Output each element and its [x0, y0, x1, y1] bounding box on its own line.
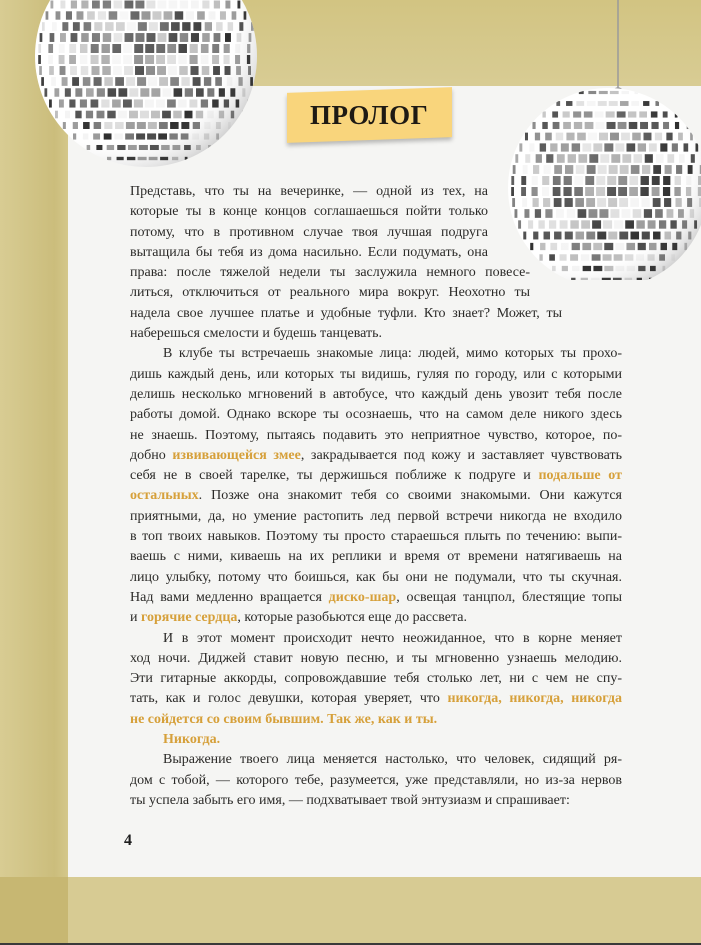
text-line: [130, 466, 622, 486]
text-segment: Эти гитарные аккорды, сопровождавшие тебя столько лет, ни с чем не спу-: [130, 671, 622, 687]
text-line: [130, 547, 622, 567]
text-segment: не знаешь. Поэтому, пытаясь подавить это неприятное чувство, которое, по-: [130, 427, 622, 443]
text-line: [130, 446, 622, 466]
disco-ball-left-icon: [30, 0, 262, 172]
text-line: [130, 649, 622, 669]
text-segment: В клубе ты встречаешь знакомые лица: людей, мимо которых ты прохо-: [163, 346, 622, 362]
text-line: [130, 385, 622, 405]
text-segment: ход ночи. Диджей ставит новую песню, и ты мгновенно узнаешь мелодию.: [130, 650, 622, 666]
text-line: [130, 568, 622, 588]
chapter-title-banner: [287, 87, 452, 143]
text-segment: дишь каждый день, или которых ты видишь, гуляя по городу, или с которыми: [130, 366, 622, 382]
text-segment: добно: [130, 447, 173, 463]
text-segment: работы домой. Однако вскоре ты осознаешь, что на самом деле никого здесь: [130, 407, 622, 423]
text-line: [130, 730, 622, 750]
text-segment: , закрадывается под кожу и заставляет чувствовать: [300, 447, 622, 463]
text-segment: себя не в своей тарелке, ты держишься поближе к подруге и: [130, 468, 539, 484]
text-line: [130, 324, 622, 344]
text-line: [130, 507, 622, 527]
text-segment: которые ты в конце концов соглашаешься пойти только: [130, 204, 488, 220]
highlighted-phrase: остальных: [130, 488, 199, 504]
text-segment: Выражение твоего лица меняется настолько, что человек, сидящий ря-: [163, 752, 622, 768]
text-line: [130, 588, 622, 608]
text-segment: и: [130, 610, 141, 626]
text-line: [130, 405, 622, 425]
text-segment: потому, что в противном случае твоя лучшая подруга: [130, 224, 488, 240]
text-line: [130, 710, 622, 730]
disco-ball-tile: [253, 88, 256, 96]
highlighted-phrase: не сойдется со своим бывшим. Так же, как и ты.: [130, 711, 438, 727]
text-line: [130, 243, 488, 263]
highlighted-phrase: никогда, никогда, никогда: [447, 691, 622, 707]
highlighted-phrase: диско-шар: [328, 589, 397, 605]
text-segment: , освещая танцпол, блестящие топы: [396, 589, 622, 605]
disco-ball-tile: [258, 44, 261, 53]
text-line: [130, 304, 562, 324]
text-segment: наберешься смелости и будешь танцевать.: [130, 326, 383, 342]
text-line: [130, 669, 622, 689]
text-line: [130, 750, 622, 770]
text-segment: ваешь с ними, киваешь на их реплики и время от времени натягиваешь на: [130, 549, 622, 565]
text-line: [130, 771, 622, 791]
highlighted-phrase: горячие сердца: [141, 610, 238, 626]
text-segment: дом с тобой, — которого тебе, разумеется, уже представляли, но из-за нервов: [130, 772, 622, 788]
text-segment: в топ твоих навыков. Поэтому ты просто стараешься плыть по течению: выпи-: [130, 529, 622, 545]
highlighted-phrase: Никогда.: [163, 732, 221, 748]
text-segment: права: после тяжелой недели ты заслужила немного повесе-: [130, 265, 530, 281]
text-segment: тать, как и голос девушки, которая уверяет, что: [130, 691, 448, 707]
text-line: [130, 791, 622, 811]
text-segment: надела свое лучшее платье и удобные туфли. Кто знает? Может, ты: [130, 305, 562, 321]
text-line: [130, 283, 530, 303]
text-segment: . Позже она знакомит тебя со своими знакомыми. Они кажутся: [198, 488, 622, 504]
highlighted-phrase: подальше от: [538, 468, 622, 484]
chapter-title: ПРОЛОГ: [310, 99, 429, 130]
text-line: [130, 263, 530, 283]
text-segment: приятными, да, но умение растопить лед первой встречи никогда не входило: [130, 508, 622, 524]
text-line: [130, 182, 488, 202]
text-segment: И в этот момент происходит нечто неожиданное, что в корне меняет: [163, 630, 622, 646]
text-segment: делишь несколько мгновений в автобусе, что каждый день увозит тебя после: [130, 386, 622, 402]
text-segment: лицо улыбку, потому что боишься, как бы они не подумали, что ты скучная.: [130, 569, 622, 585]
disco-ball-tile: [242, 111, 245, 119]
text-line: [130, 365, 622, 385]
text-segment: Представь, что ты на вечеринке, — одной из тех, на: [130, 184, 488, 199]
text-line: [130, 527, 622, 547]
text-line: [130, 344, 622, 364]
text-segment: ты успела забыть его имя, — подхватывает твой энтузиазм и спрашивает:: [130, 792, 570, 808]
text-line: [130, 426, 622, 446]
highlighted-phrase: извивающейся змее: [172, 447, 301, 463]
text-line: [130, 202, 488, 222]
page-number: 4: [124, 832, 132, 849]
text-segment: вытащила бы тебя из дома насильно. Если подумать, она: [130, 244, 488, 260]
frame-corner: [0, 877, 68, 943]
text-line: [130, 629, 622, 649]
frame-bottom-band: [0, 877, 701, 943]
text-line: [130, 486, 622, 506]
text-segment: Над вами медленно вращается: [130, 589, 329, 605]
text-line: [130, 223, 488, 243]
body-text: [130, 182, 622, 811]
text-line: [130, 608, 622, 628]
disco-ball-shine: [35, 0, 257, 167]
disco-ball-tile: [258, 55, 261, 64]
text-segment: , которые разобьются еще до рассвета.: [237, 610, 467, 626]
text-line: [130, 689, 622, 709]
text-segment: литься, отключиться от реального мира вокруг. Неохотно ты: [130, 285, 530, 301]
